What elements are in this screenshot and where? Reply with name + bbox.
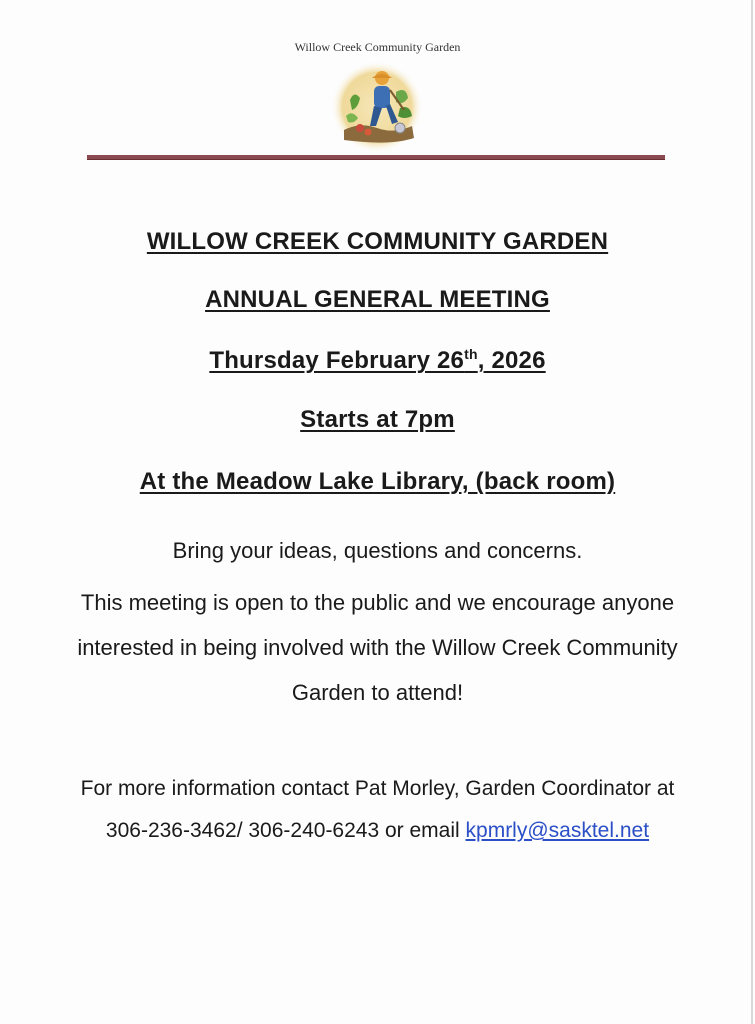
- meeting-location: At the Meadow Lake Library, (back room): [139, 468, 616, 495]
- email-link[interactable]: kpmrly@sasktel.net: [465, 819, 650, 842]
- organization-header: Willow Creek Community Garden: [294, 40, 461, 54]
- header-divider: [87, 155, 665, 160]
- meeting-date-ordinal: th: [464, 346, 478, 362]
- contact-text: For more information contact Pat Morley, Garden Coordinator at 306-236-3462/ 306-240-6243 or email: [80, 777, 675, 842]
- invite-text: Bring your ideas, questions and concerns.: [172, 538, 583, 563]
- meeting-date: [0, 347, 755, 375]
- public-notice-text: This meeting is open to the public and we encourage anyone interested in being involved with the Willow Creek Community Garden to attend!: [77, 590, 678, 705]
- meeting-subtitle: ANNUAL GENERAL MEETING: [205, 286, 550, 313]
- meeting-date-day: Thursday February 26: [209, 347, 465, 374]
- gardener-logo-icon: [330, 60, 425, 155]
- meeting-time: Starts at 7pm: [300, 406, 455, 433]
- meeting-title: WILLOW CREEK COMMUNITY GARDEN: [146, 228, 609, 255]
- meeting-date-year: , 2026: [477, 347, 546, 374]
- page-edge: [751, 0, 753, 1024]
- contact-info: [60, 768, 695, 852]
